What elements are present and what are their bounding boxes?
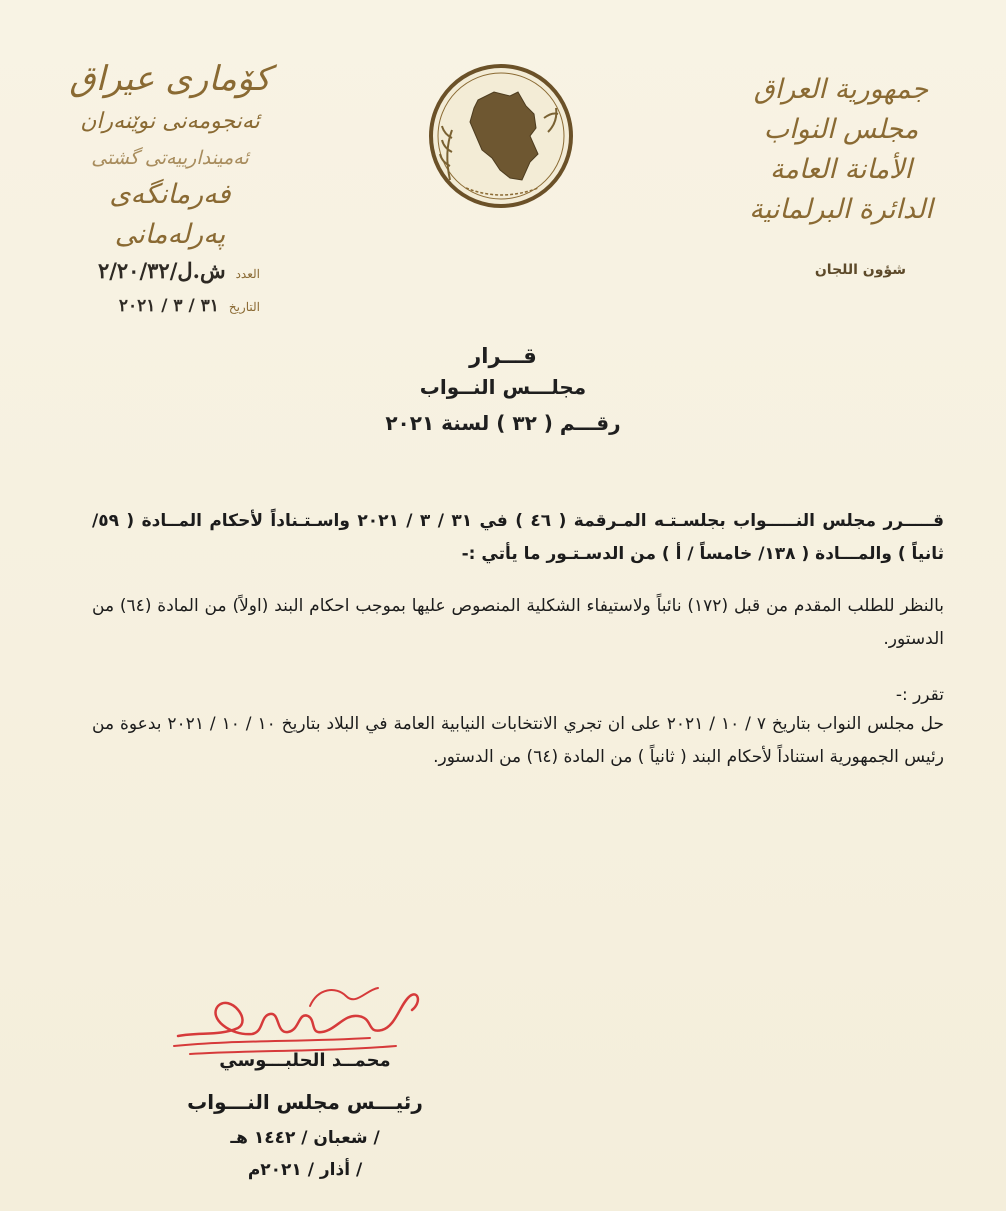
letterhead-line: ئەنجومەنی نوێنەران: [80, 109, 260, 134]
reference-date-label: التاريخ: [228, 300, 260, 314]
letterhead-line: مجلس النواب: [763, 114, 919, 145]
signer-position: رئيـــس مجلس النـــواب: [187, 1090, 423, 1114]
reference-number: [20, 258, 260, 283]
decree-issuer: مجلـــس النــواب: [419, 375, 587, 399]
decree-paragraph: بالنظر للطلب المقدم من قبل (١٧٢) نائباً ولاستيفاء الشكلية المنصوص عليها بموجب احكام البند (اولاً) من المادة (٦٤) من الدستور.: [92, 596, 944, 649]
letterhead-arabic: [721, 70, 961, 230]
letterhead-line: جمهورية العراق: [753, 74, 929, 105]
letterhead-line: فەرمانگەی پەرلەمانی: [109, 179, 231, 250]
decree-paragraph: حل مجلس النواب بتاريخ ٧ / ١٠ / ٢٠٢١ على ان تجري الانتخابات النيابية العامة في البلاد بتاريخ ١٠ / ١٠ / ٢٠٢١ بدعوة من رئيس الجمهورية استناداً لأحكام البند ( ثانياً ) من المادة (٦٤) من الدستور.: [92, 714, 944, 767]
letterhead-kurdish: [50, 55, 290, 255]
letterhead-line: الدائرة البرلمانية: [749, 194, 933, 225]
parliament-seal-icon: [426, 62, 576, 210]
reference-number-value: ش.ل/٢/٢٠/٣٢: [97, 258, 226, 283]
decree-title: قـــرار: [469, 344, 537, 368]
gregorian-date: / أذار / ٢٠٢١م: [247, 1160, 363, 1180]
department-label: شؤون اللجان: [814, 262, 906, 278]
letterhead-line: الأمانة العامة: [769, 154, 913, 185]
signer-name: محمــد الحلبـــوسي: [219, 1050, 391, 1071]
reference-number-label: العدد: [235, 267, 260, 281]
decided-label: تقرر :-: [895, 685, 944, 705]
letterhead-line: كۆماری عیراق: [69, 59, 271, 99]
reference-date-value: ٣١ / ٣ / ٢٠٢١: [118, 296, 219, 316]
hijri-date: / شعبان / ١٤٤٢ هـ: [230, 1128, 380, 1148]
decree-number: رقـــم ( ٣٢ ) لسنة ٢٠٢١: [385, 411, 621, 435]
reference-date: [20, 296, 260, 316]
letterhead-line: ئەمیندارییەتی گشتی: [91, 147, 249, 169]
decree-preamble: قـــــرر مجلس النـــــواب بجلسـتـه المـرقمة ( ٤٦ ) في ٣١ / ٣ / ٢٠٢١ واسـتـناداً لأحكام المــادة ( ٥٩/ ثانياً ) والمـــادة ( ١٣٨/ خامساً / أ ) من الدسـتـور ما يأتي :-: [92, 511, 945, 564]
